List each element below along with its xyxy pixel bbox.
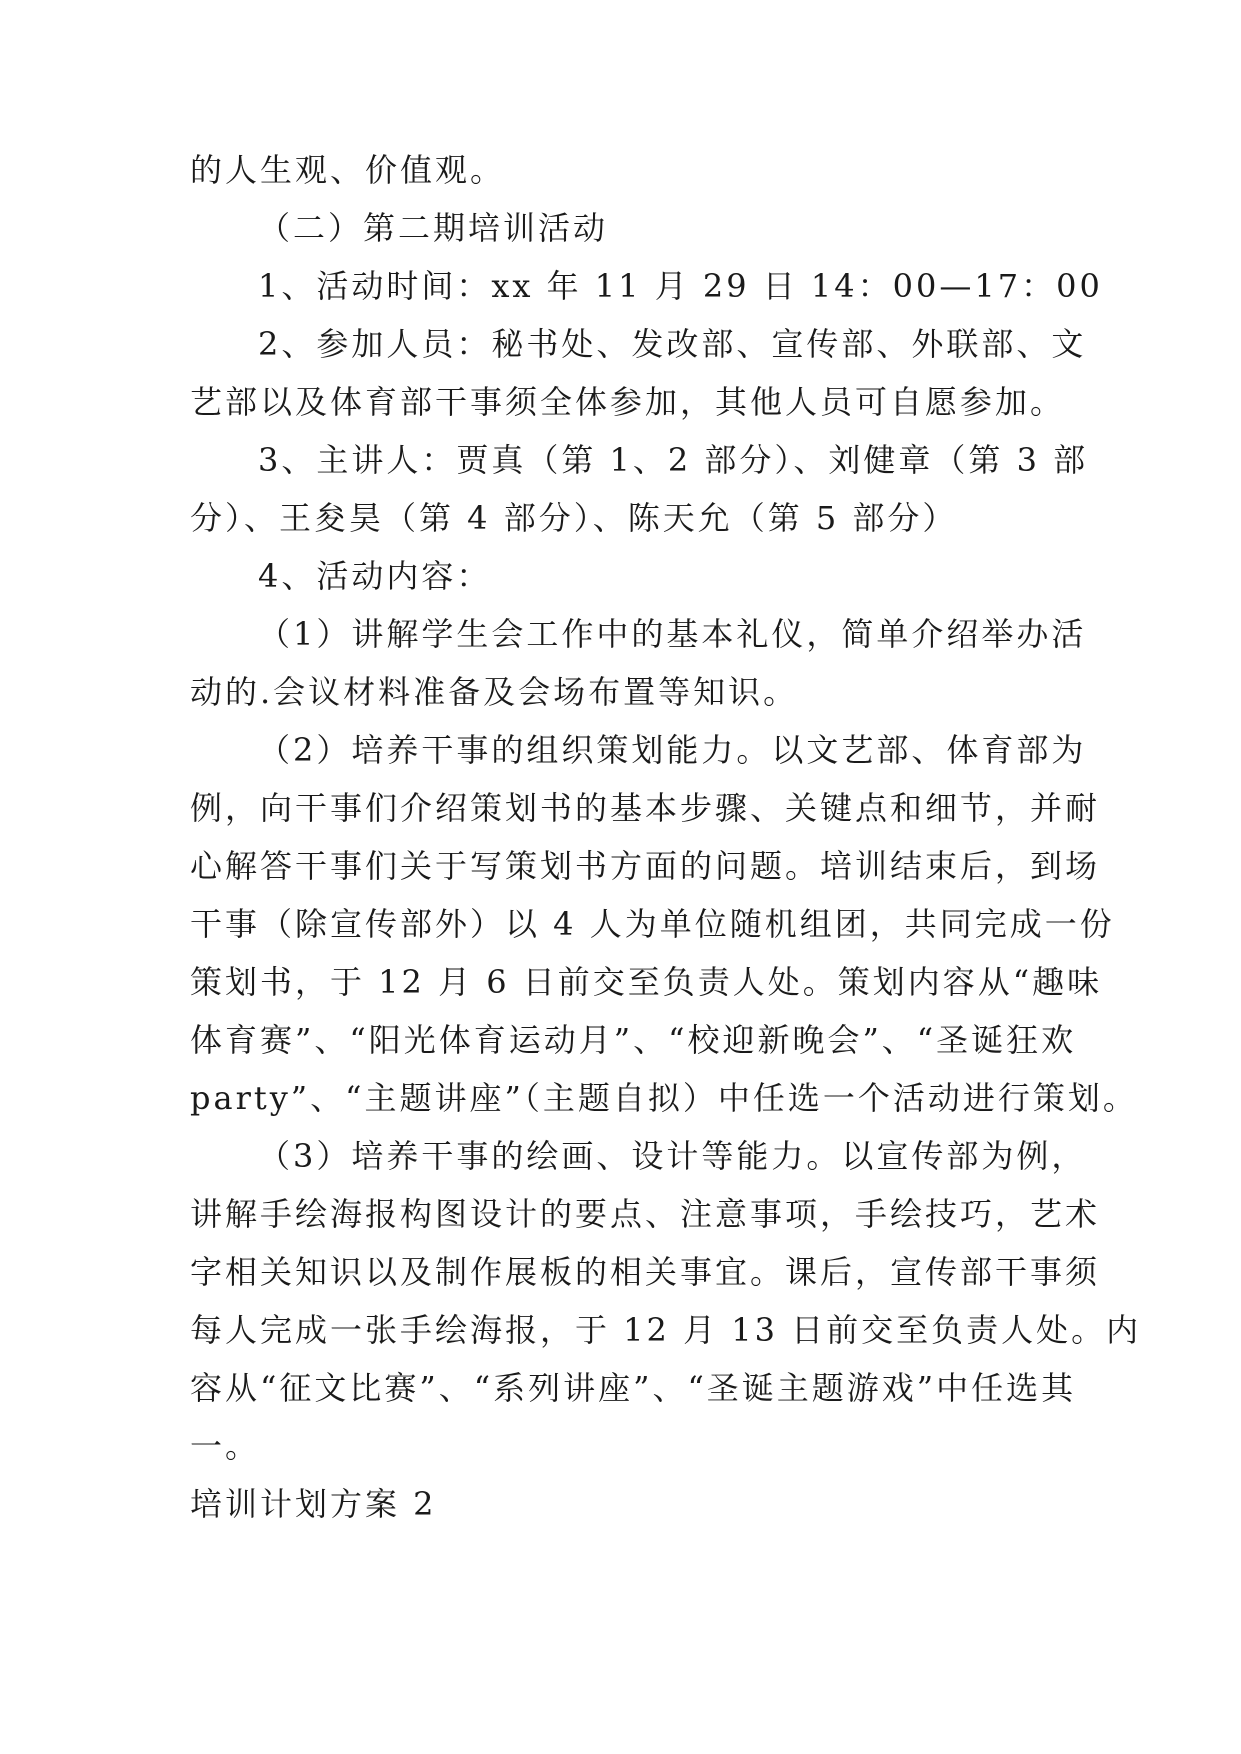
text-line: 体育赛”、“阳光体育运动月”、“校迎新晚会”、“圣诞狂欢: [190, 1021, 1077, 1059]
text-line: party”、“主题讲座”（主题自拟）中任选一个活动进行策划。: [190, 1079, 1138, 1117]
text-line: 艺部以及体育部干事须全体参加，其他人员可自愿参加。: [190, 383, 1066, 421]
text-line: 2、参加人员：秘书处、发改部、宣传部、外联部、文: [258, 325, 1087, 363]
text-line: 例，向干事们介绍策划书的基本步骤、关键点和细节，并耐: [190, 789, 1101, 827]
text-line: 每人完成一张手绘海报，于 12 月 13 日前交至负责人处。内: [190, 1311, 1142, 1349]
text-line: 一。: [190, 1427, 261, 1465]
text-line: 字相关知识以及制作展板的相关事宜。课后，宣传部干事须: [190, 1253, 1101, 1291]
text-line: 分）、王夋昊（第 4 部分）、陈天允（第 5 部分）: [190, 499, 958, 537]
text-line: 的人生观、价值观。: [190, 151, 506, 189]
text-line: 讲解手绘海报构图设计的要点、注意事项，手绘技巧，艺术: [190, 1195, 1101, 1233]
text-line: 1、活动时间：xx 年 11 月 29 日 14：00—17：00: [258, 267, 1103, 305]
section-heading: （二）第二期培训活动: [258, 209, 609, 247]
text-line: 4、活动内容：: [258, 557, 492, 595]
text-line: 心解答干事们关于写策划书方面的问题。培训结束后，到场: [190, 847, 1101, 885]
text-line: 容从“征文比赛”、“系列讲座”、“圣诞主题游戏”中任选其: [190, 1369, 1077, 1407]
text-line: （1）讲解学生会工作中的基本礼仪，简单介绍举办活: [258, 615, 1087, 653]
text-line: 策划书，于 12 月 6 日前交至负责人处。策划内容从“趣味: [190, 963, 1103, 1001]
text-line: 干事（除宣传部外）以 4 人为单位随机组团，共同完成一份: [190, 905, 1115, 943]
text-line: 动的.会议材料准备及会场布置等知识。: [190, 673, 799, 711]
text-line: （2）培养干事的组织策划能力。以文艺部、体育部为: [258, 731, 1087, 769]
text-line: （3）培养干事的绘画、设计等能力。以宣传部为例，: [258, 1137, 1087, 1175]
text-line: 3、主讲人：贾真（第 1、2 部分）、刘健章（第 3 部: [258, 441, 1089, 479]
section-title: 培训计划方案 2: [190, 1485, 437, 1523]
